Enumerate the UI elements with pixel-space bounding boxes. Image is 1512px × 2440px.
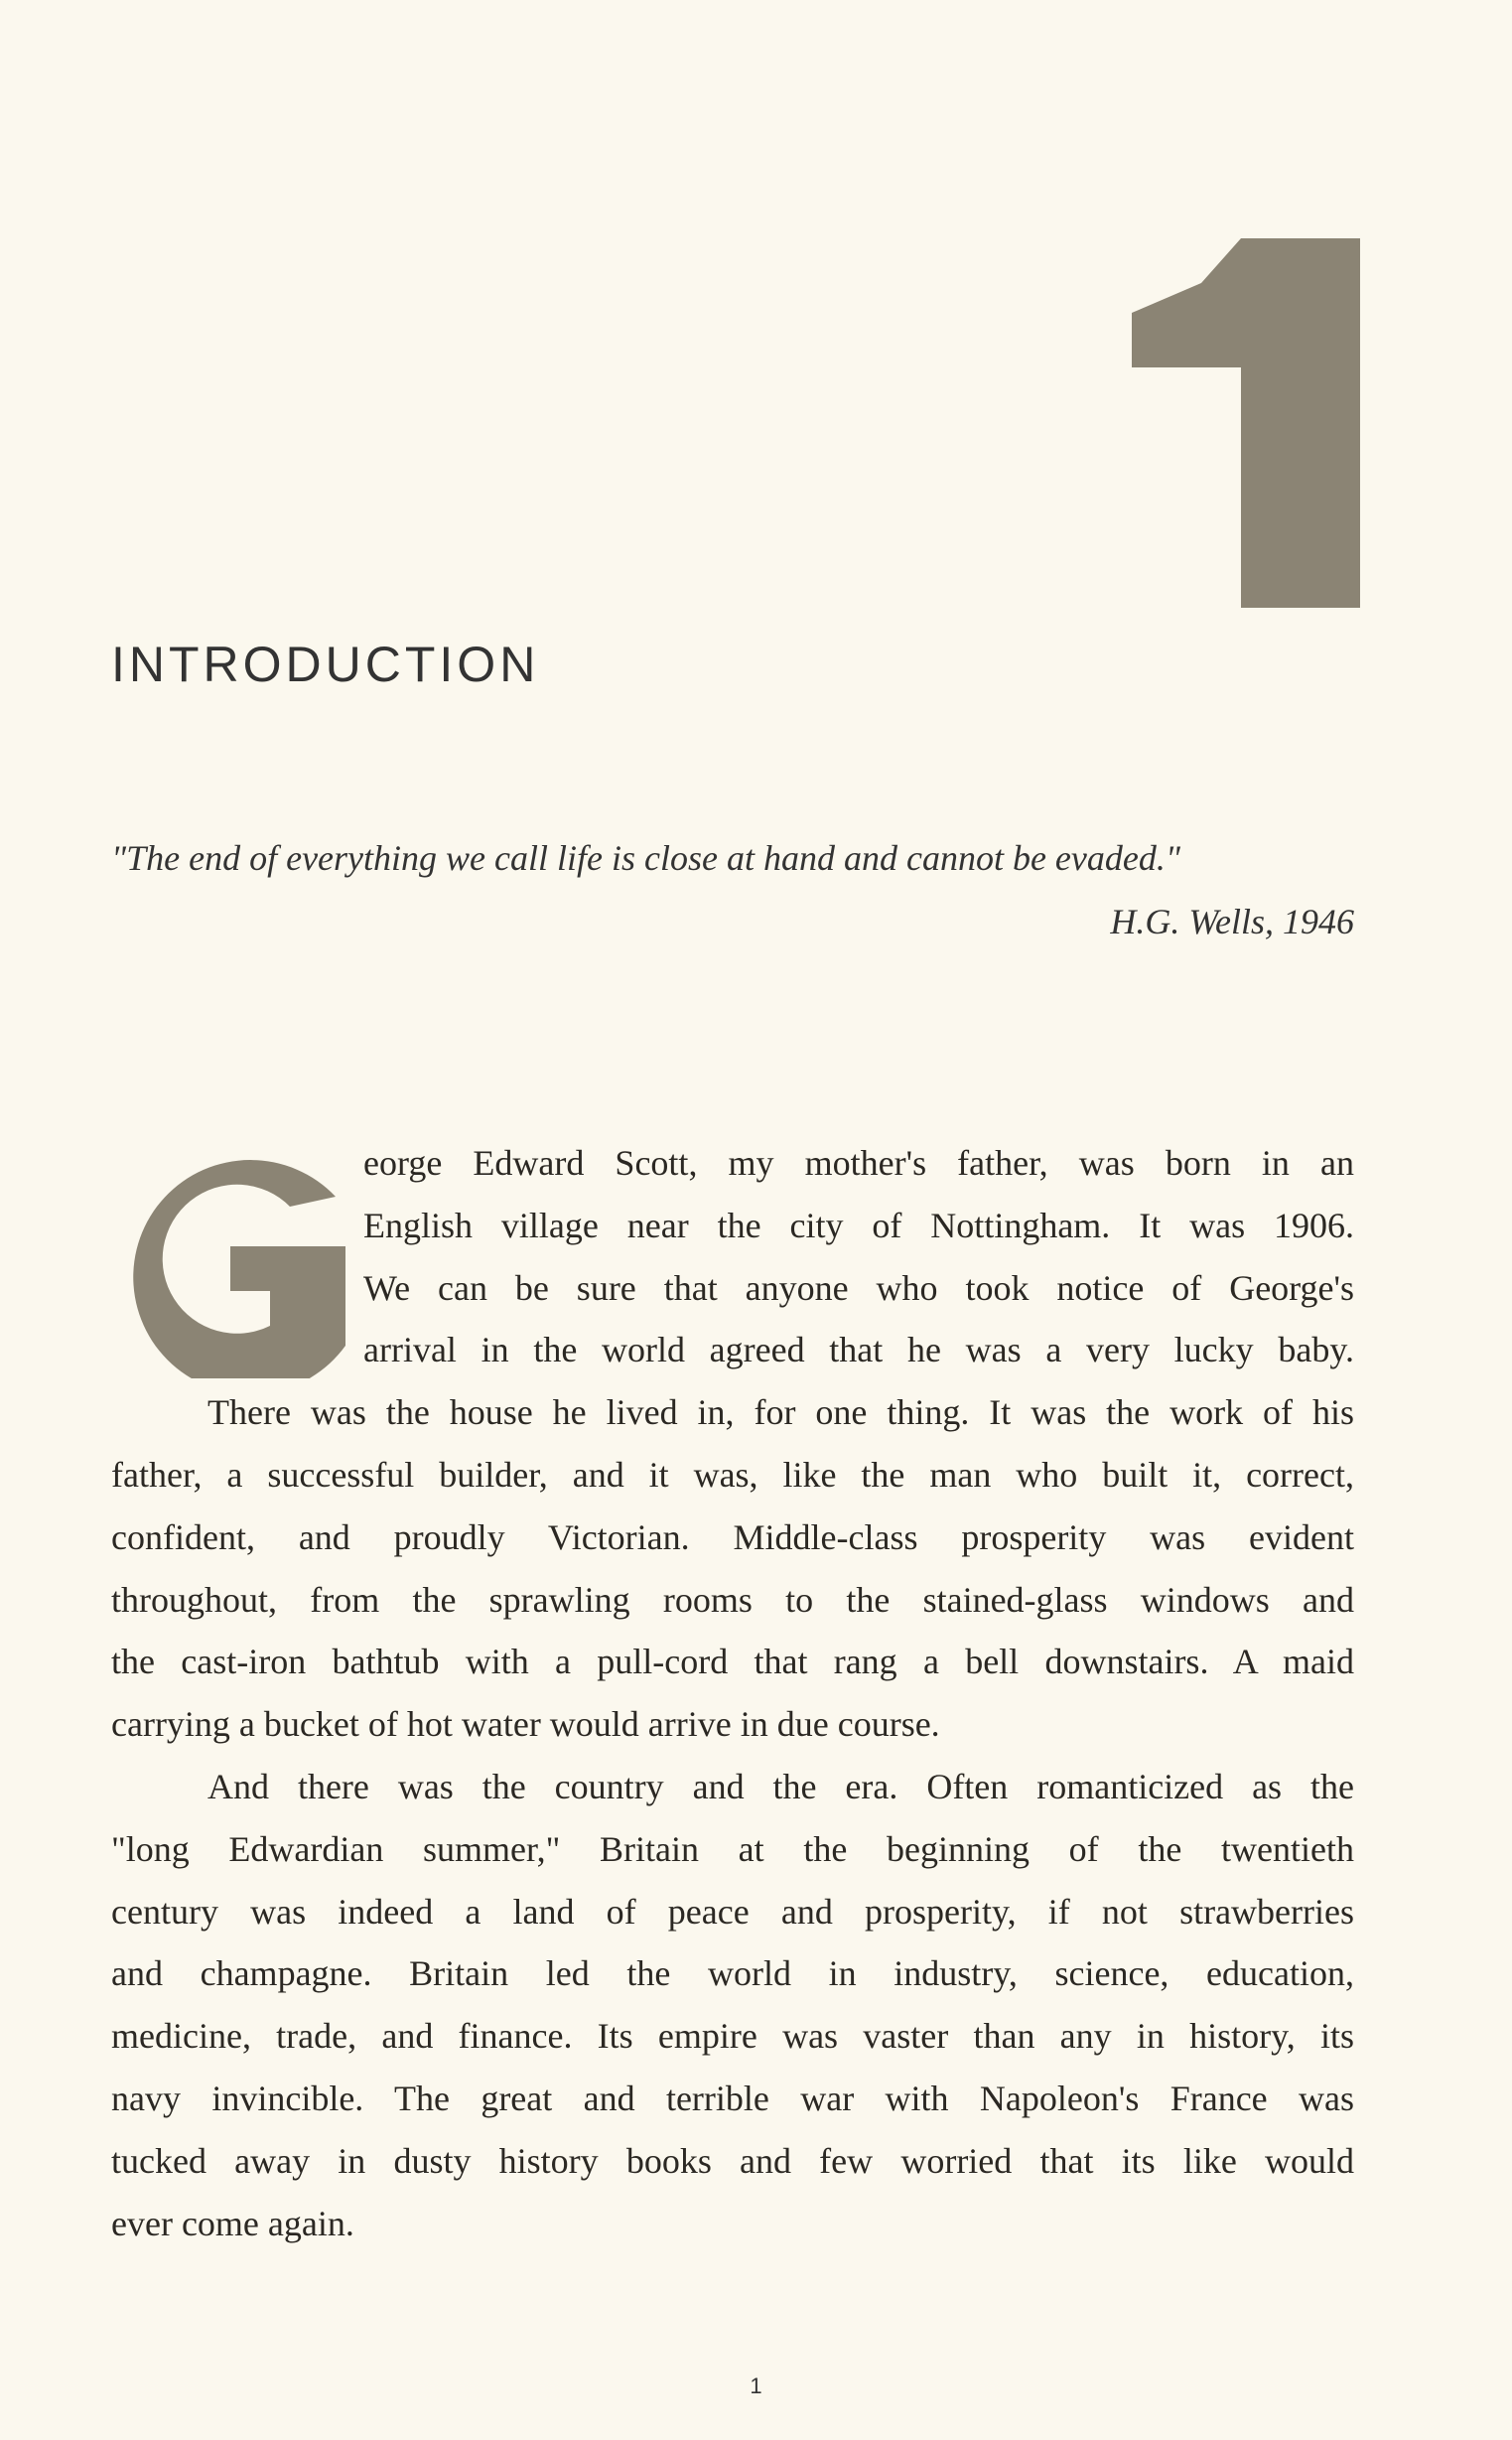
text-line: ever come again. [111, 2203, 354, 2243]
paragraph-2 [111, 1381, 1354, 1756]
text-line: tucked away in dusty history books and few worried that its like would [111, 2140, 1354, 2181]
page-number: 1 [750, 2373, 762, 2398]
text-line: throughout, from the sprawling rooms to the stained-glass windows and [111, 1579, 1354, 1620]
epigraph-quote: "The end of everything we call life is close at hand and cannot be evaded." [111, 838, 1180, 878]
text-line: father, a successful builder, and it was, like the man who built it, correct, [111, 1454, 1354, 1495]
text-line: We can be sure that anyone who took notice of George's [363, 1267, 1354, 1308]
paragraph-3 [111, 1756, 1354, 2254]
text-line: English village near the city of Nottingham. It was 1906. [363, 1205, 1354, 1245]
text-line: confident, and proudly Victorian. Middle-class prosperity was evident [111, 1516, 1354, 1557]
paragraph-1 [363, 1132, 1354, 1381]
chapter-number-glyph [1132, 238, 1360, 608]
text-line: medicine, trade, and finance. Its empire was vaster than any in history, its [111, 2016, 1354, 2057]
text-line: and champagne. Britain led the world in industry, science, education, [111, 1953, 1354, 1994]
text-line: carrying a bucket of hot water would arrive in due course. [111, 1704, 940, 1745]
text-line: And there was the country and the era. Often romanticized as the [207, 1766, 1354, 1806]
body-text [111, 1132, 1354, 2254]
text-line: "long Edwardian summer," Britain at the beginning of the twentieth [111, 1828, 1354, 1869]
epigraph-attribution: H.G. Wells, 1946 [1110, 902, 1354, 941]
text-line: navy invincible. The great and terrible war with Napoleon's France was [111, 2078, 1354, 2118]
text-line: There was the house he lived in, for one thing. It was the work of his [207, 1392, 1354, 1433]
text-line: the cast-iron bathtub with a pull-cord that rang a bell downstairs. A maid [111, 1642, 1354, 1682]
chapter-title: INTRODUCTION [111, 637, 540, 692]
text-line: century was indeed a land of peace and prosperity, if not strawberries [111, 1891, 1354, 1932]
text-line: eorge Edward Scott, my mother's father, was born in an [363, 1143, 1354, 1183]
text-line: arrival in the world agreed that he was a very lucky baby. [363, 1330, 1354, 1370]
chapter-number [1132, 238, 1360, 608]
